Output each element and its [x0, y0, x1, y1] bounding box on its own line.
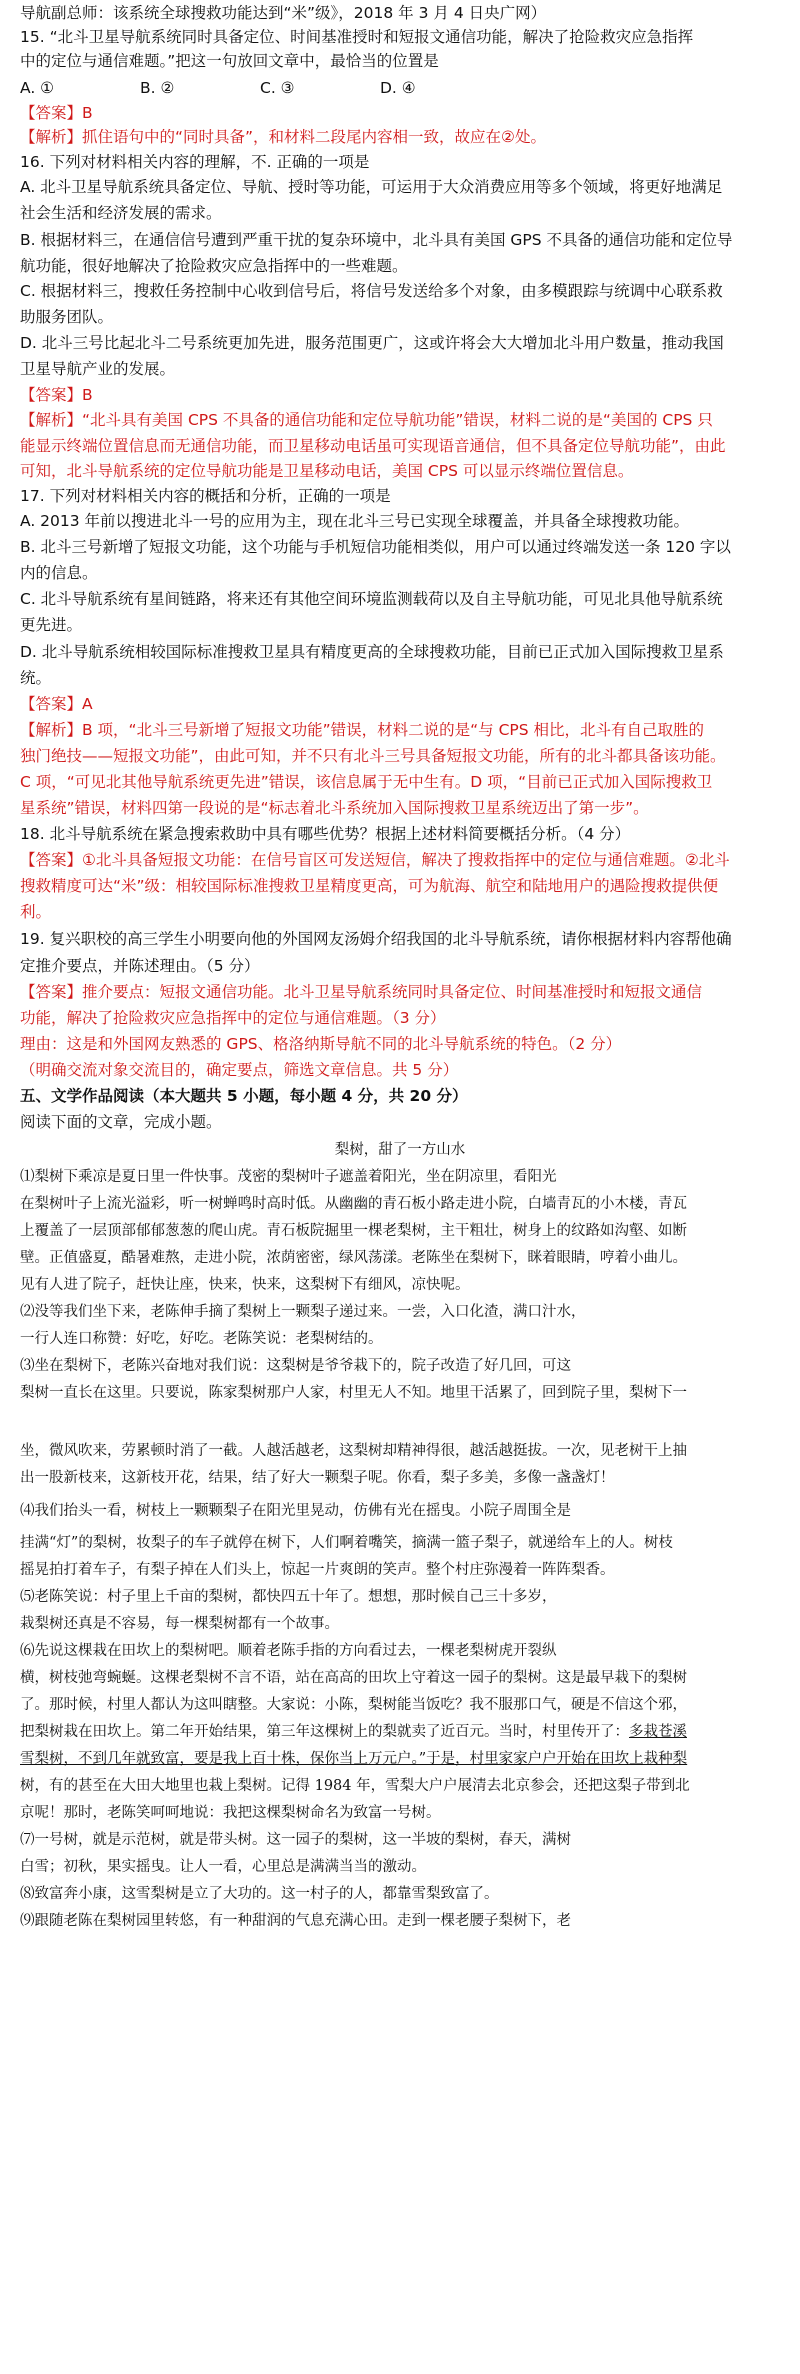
- q16-option-b: 航功能，很好地解决了抢险救灾应急指挥中的一些难题。: [20, 257, 408, 275]
- q19-answer: 理由：这是和外国网友熟悉的 GPS、格洛纳斯导航不同的北斗导航系统的特色。（2 分）: [20, 1035, 622, 1053]
- q16-option-a: A. 北斗卫星导航系统具备定位、导航、授时等功能，可运用于大众消费应用等多个领域，将更好地满足: [20, 178, 723, 196]
- q16-stem: 16. 下列对材料相关内容的理解，不. 正确的一项是: [20, 153, 370, 171]
- q17-stem: 17. 下列对材料相关内容的概括和分析，正确的一项是: [20, 487, 391, 505]
- essay-line: 栽梨树还真是不容易，每一棵梨树都有一个故事。: [20, 1616, 339, 1632]
- q16-option-d: 卫星导航产业的发展。: [20, 360, 176, 378]
- essay-line: 白雪；初秋，果实摇曳。让人一看，心里总是满满当当的激动。: [20, 1859, 426, 1875]
- q17-option-c: 更先进。: [20, 616, 83, 634]
- essay-line: 横，树枝弛弯蜿蜒。这棵老梨树不言不语，站在高高的田坎上守着这一园子的梨树。这是最早栽下的梨树: [20, 1670, 687, 1686]
- essay-line: ⑶坐在梨树下，老陈兴奋地对我们说：这梨树是爷爷栽下的，院子改造了好几回，可这: [20, 1358, 571, 1374]
- q17-analysis: 星系统”错误，材料四第一段说的是“标志着北斗系统加入国际搜救卫星系统迈出了第一步”。: [20, 799, 649, 817]
- essay-line: 见有人进了院子，赶快让座，快来，快来，这梨树下有细风，凉快呢。: [20, 1277, 470, 1293]
- essay-line: ⑴梨树下乘凉是夏日里一件快事。茂密的梨树叶子遮盖着阳光，坐在阴凉里，看阳光: [20, 1169, 557, 1185]
- essay-line: 了。那时候，村里人都认为这叫瞎整。大家说：小陈，梨树能当饭吃？我不服那口气，硬是不信这个邪，: [20, 1697, 687, 1713]
- q15-stem: 15. “北斗卫星导航系统同时具备定位、时间基准授时和短报文通信功能，解决了抢险救灾应急指挥: [20, 28, 694, 46]
- underlined-phrase: 多栽苍溪: [629, 1724, 687, 1740]
- essay-line: 出一股新枝来，这新枝开花，结果，结了好大一颗梨子呢。你看，梨子多美，多像一盏盏灯！: [20, 1470, 615, 1486]
- q18-answer: 搜救精度可达“米”级：相较国际标准搜救卫星精度更高，可为航海、航空和陆地用户的遇险搜救提供便: [20, 877, 719, 895]
- essay-line: 一行人连口称赞：好吃，好吃。老陈笑说：老梨树结的。: [20, 1331, 383, 1347]
- q17-option-c: C. 北斗导航系统有星间链路，将来还有其他空间环境监测载荷以及自主导航功能，可见北具他导航系统: [20, 590, 723, 608]
- essay-line: 摇晃拍打着车子，有梨子掉在人们头上，惊起一片爽朗的笑声。整个村庄弥漫着一阵阵梨香。: [20, 1562, 615, 1578]
- q16-option-d: D. 北斗三号比起北斗二号系统更加先进，服务范围更广，这或许将会大大增加北斗用户数量，推动我国: [20, 334, 724, 352]
- q17-analysis: C 项，“可见北其他导航系统更先进”错误，该信息属于无中生有。D 项，“目前已正式加入国际搜救卫: [20, 773, 713, 791]
- q15-source: 导航副总师：该系统全球搜救功能达到“米”级》，2018 年 3 月 4 日央广网）: [20, 4, 547, 22]
- q19-answer: 功能，解决了抢险救灾应急指挥中的定位与通信难题。（3 分）: [20, 1009, 446, 1027]
- section-5-intro: 阅读下面的文章，完成小题。: [20, 1113, 222, 1131]
- essay-line: ⑷我们抬头一看，树枝上一颗颗梨子在阳光里晃动，仿佛有光在摇曳。小院子周围全是: [20, 1503, 571, 1519]
- q15-analysis: 【解析】抓住语句中的“同时具备”，和材料二段尾内容相一致，故应在②处。: [20, 128, 546, 146]
- essay-line: 上覆盖了一层顶部郁郁葱葱的爬山虎。青石板院掘里一棵老梨树，主干粗壮，树身上的纹路如沟壑、如断: [20, 1223, 687, 1239]
- q16-analysis: 【解析】“北斗具有美国 CPS 不具备的通信功能和定位导航功能”错误，材料二说的是“美国的 CPS 只: [20, 411, 713, 429]
- q19-note: （明确交流对象交流目的，确定要点，筛选文章信息。共 5 分）: [20, 1061, 459, 1079]
- q16-option-b: B. 根据材料三，在通信信号遭到严重干扰的复杂环境中，北斗具有美国 GPS 不具备的通信功能和定位导: [20, 231, 733, 249]
- q15-option: B. ②: [140, 79, 175, 97]
- q16-option-c: 助服务团队。: [20, 308, 114, 326]
- q16-analysis: 可知，北斗导航系统的定位导航功能是卫星移动电话，美国 CPS 可以显示终端位置信息。: [20, 462, 634, 480]
- essay-line: 挂满“灯”的梨树，妆梨子的车子就停在树下，人们啊着嘴笑，摘满一篮子梨子，就递给车上的人。树枝: [20, 1535, 673, 1551]
- q19-stem: 定推介要点，并陈述理由。（5 分）: [20, 957, 260, 975]
- q17-answer: 【答案】A: [20, 695, 93, 713]
- section-5-title: 五、文学作品阅读（本大题共 5 小题，每小题 4 分，共 20 分）: [20, 1087, 468, 1105]
- q15-option: D. ④: [380, 79, 416, 97]
- q17-option-b: B. 北斗三号新增了短报文功能，这个功能与手机短信功能相类似，用户可以通过终端发送一条 120 字以: [20, 538, 731, 556]
- essay-line: 雪梨树，不到几年就致富，要是我上百十株，保你当上万元户。”于是，村里家家户户开始在田坎上栽种梨: [20, 1751, 688, 1767]
- q17-option-d: D. 北斗导航系统相较国际标准搜救卫星具有精度更高的全球搜救功能，目前已正式加入国际搜救卫星系: [20, 643, 724, 661]
- q15-option: C. ③: [260, 79, 295, 97]
- q19-answer: 【答案】推介要点：短报文通信功能。北斗卫星导航系统同时具备定位、时间基准授时和短报文通信: [20, 983, 703, 1001]
- q18-answer: 【答案】①北斗具备短报文功能：在信号盲区可发送短信，解决了搜救指挥中的定位与通信难题。②北斗: [20, 851, 730, 869]
- q17-option-a: A. 2013 年前以搜进北斗一号的应用为主，现在北斗三号已实现全球覆盖，并具备全球搜救功能。: [20, 512, 690, 530]
- q15-option: A. ①: [20, 79, 55, 97]
- q15-options: [20, 77, 780, 99]
- essay-line: ⑸老陈笑说：村子里上千亩的梨树，都快四五十年了。想想，那时候自己三十多岁，: [20, 1589, 557, 1605]
- q15-stem: 中的定位与通信难题。”把这一句放回文章中，最恰当的位置是: [20, 52, 439, 70]
- q18-answer: 利。: [20, 903, 52, 921]
- essay-line: 树，有的甚至在大田大地里也栽上梨树。记得 1984 年，雪梨大户户展清去北京参会，还把这梨子带到北: [20, 1778, 690, 1794]
- q18-stem: 18. 北斗导航系统在紧急搜索救助中具有哪些优势？根据上述材料简要概括分析。（4 分）: [20, 825, 631, 843]
- q15-answer: 【答案】B: [20, 104, 93, 122]
- essay-line: ⑺一号树，就是示范树，就是带头树。这一园子的梨树，这一半坡的梨树，春天，满树: [20, 1832, 571, 1848]
- essay-line: ⑼跟随老陈在梨树园里转悠，有一种甜润的气息充满心田。走到一棵老腰子梨树下，老: [20, 1913, 571, 1929]
- essay-line: ⑻致富奔小康，这雪梨树是立了大功的。这一村子的人，都靠雪梨致富了。: [20, 1886, 499, 1902]
- q19-stem: 19. 复兴职校的高三学生小明要向他的外国网友汤姆介绍我国的北斗导航系统，请你根据材料内容帮他确: [20, 930, 732, 948]
- essay-line: ⑵没等我们坐下来，老陈伸手摘了梨树上一颗梨子递过来。一尝，入口化渣，满口汁水，: [20, 1304, 586, 1320]
- q16-answer: 【答案】B: [20, 386, 93, 404]
- essay-title: 梨树，甜了一方山水: [334, 1142, 466, 1158]
- essay-line: 坐，微风吹来，劳累顿时消了一截。人越活越老，这梨树却精神得很，越活越挺拔。一次，见老树干上抽: [20, 1443, 687, 1459]
- essay-line-text: 把梨树栽在田坎上。第二年开始结果，第三年这棵树上的梨就卖了近百元。当时，村里传开了：: [20, 1724, 629, 1740]
- essay-line: 京呢！那时，老陈笑呵呵地说：我把这棵梨树命名为致富一号树。: [20, 1805, 441, 1821]
- q17-analysis: 独门绝技——短报文功能”，由此可知，并不只有北斗三号具备短报文功能，所有的北斗都具备该功能。: [20, 747, 726, 765]
- q16-analysis: 能显示终端位置信息而无通信功能，而卫星移动电话虽可实现语音通信，但不具备定位导航功能”，由此: [20, 437, 726, 455]
- q16-option-c: C. 根据材料三，搜救任务控制中心收到信号后，将信号发送给多个对象，由多模跟踪与统调中心联系救: [20, 282, 723, 300]
- q17-analysis: 【解析】B 项，“北斗三号新增了短报文功能”错误，材料二说的是“与 CPS 相比，北斗有自己取胜的: [20, 721, 705, 739]
- essay-line: 在梨树叶子上流光溢彩，听一树蝉鸣时高时低。从幽幽的青石板小路走进小院，白墙青瓦的小木楼，青瓦: [20, 1196, 687, 1212]
- q16-option-a: 社会生活和经济发展的需求。: [20, 204, 222, 222]
- q17-option-b: 内的信息。: [20, 564, 98, 582]
- essay-line: 壁。正值盛夏，酷暑难熬，走进小院，浓荫密密，绿风荡漾。老陈坐在梨树下，眯着眼睛，哼着小曲儿。: [20, 1250, 687, 1266]
- essay-line: [20, 1721, 780, 1743]
- q17-option-d: 统。: [20, 669, 52, 687]
- essay-line: ⑹先说这棵栽在田坎上的梨树吧。顺着老陈手指的方向看过去，一棵老梨树虎开裂纵: [20, 1643, 557, 1659]
- essay-line: 梨树一直长在这里。只要说，陈家梨树那户人家，村里无人不知。地里干活累了，回到院子里，梨树下一: [20, 1385, 687, 1401]
